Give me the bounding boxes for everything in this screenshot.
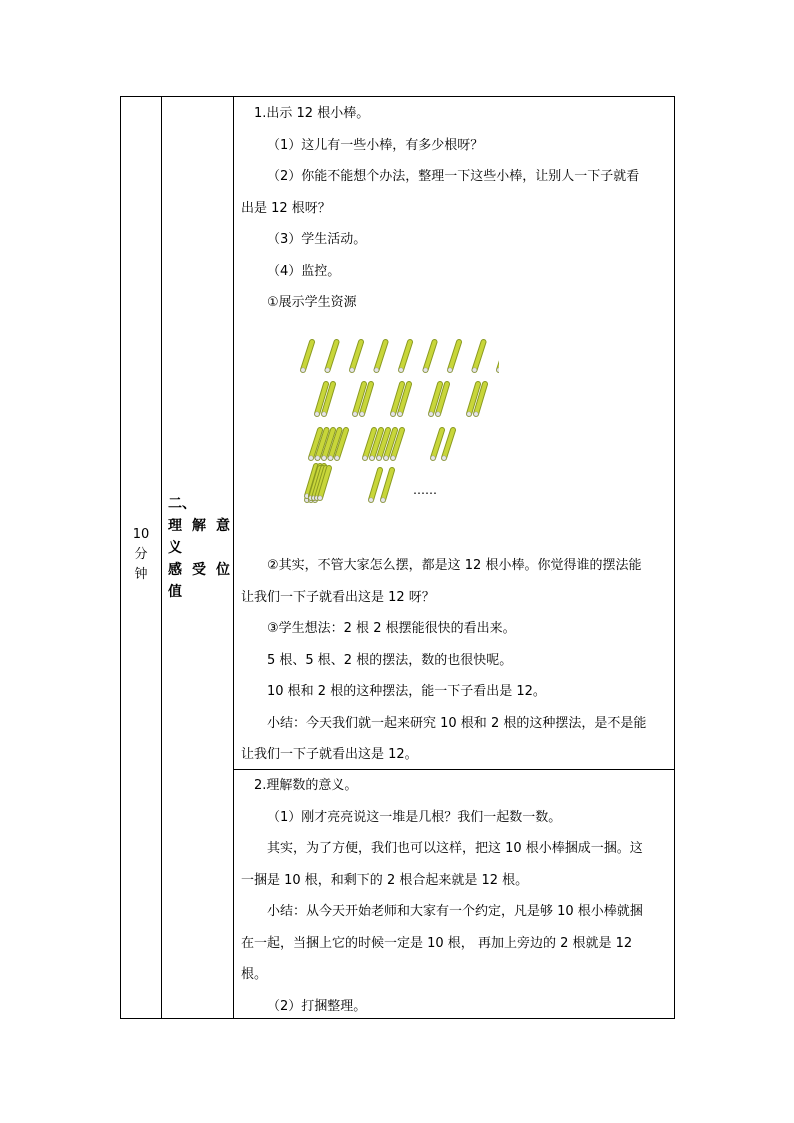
text-line: 10 根和 2 根的这种摆法，能一下子看出是 12。 [267,684,546,699]
stick-tip [374,368,378,372]
text-line: （2）你能不能想个办法，整理一下这些小棒，让别人一下子就看 [267,169,640,184]
stick-tip [318,496,322,500]
section-2 [233,770,674,1022]
stick-tip [322,412,326,416]
stick-row-4 [305,466,392,502]
text-line: 根。 [241,967,268,982]
phase-label-2: 理 解 意 [168,518,230,534]
text-line: （2）打捆整理。 [267,998,367,1014]
text-line: 2.理解数的意义。 [254,778,358,793]
ellipsis-label: …… [413,483,437,497]
stick-tip [474,412,478,416]
stick-tip [472,368,476,372]
stick-body [383,470,392,500]
stick-tip [315,456,319,460]
stick-row-1 [301,342,499,372]
stick-tip [328,456,332,460]
column-divider [161,97,162,1018]
stick-body [371,470,380,500]
time-label: 10 分 钟 [132,527,150,582]
stick-tip [398,412,402,416]
stick-tip [350,368,354,372]
stick-tip [467,412,471,416]
stick-row-2 [315,384,499,416]
text-line: 其实，为了方便，我们也可以这样，把这 10 根小棒捆成一捆。这 [267,841,643,856]
stick-tip [370,456,374,460]
section-1 [233,98,674,319]
text-line: 出是 12 根呀？ [241,200,331,216]
stick-tip [363,456,367,460]
text-line: （3）学生活动。 [267,232,367,247]
stick-tip [431,456,435,460]
stick-tip [381,498,385,502]
stick-tip [322,456,326,460]
stick-tip [399,368,403,372]
text-line: （4）监控。 [267,263,341,279]
stick-tip [436,412,440,416]
text-line: 小结：今天我们就一起来研究 10 根和 2 根的这种摆法，是不是能 [267,715,647,731]
phase-label-3: 义 [168,540,182,556]
sticks-illustration [299,336,499,511]
stick-tip [301,368,305,372]
phase-label-5: 值 [168,584,182,600]
text-line: 5 根、5 根、2 根的摆法，数的也很快呢。 [267,652,513,668]
stick-tip [448,368,452,372]
text-line: （1）这儿有一些小棒，有多少根呀？ [267,137,484,153]
stick-tip [369,498,373,502]
stick-tip [497,368,499,372]
text-line: ②其实，不管大家怎么摆，都是这 12 根小棒。你觉得谁的摆法能 [267,558,642,573]
phase-label-4: 感 受 位 [168,562,230,578]
stick-row-3 [309,430,453,460]
stick-tip [360,412,364,416]
text-line: 让我们一下子就看出这是 12 呀？ [241,589,435,605]
text-line: 让我们一下子就看出这是 12。 [241,747,418,762]
stick-tip [429,412,433,416]
phase-cell [168,493,230,603]
stick-tip [423,368,427,372]
stick-tip [391,412,395,416]
text-line: （1）刚才亮亮说这一堆是几根？我们一起数一数。 [267,809,562,825]
text-line: 一捆是 10 根，和剩下的 2 根合起来就是 12 根。 [241,872,529,888]
text-line: ①展示学生资源 [267,295,357,310]
stick-tip [353,412,357,416]
stick-tip [384,456,388,460]
text-line: 小结：从今天开始老师和大家有一个约定，凡是够 10 根小棒就捆 [267,904,643,919]
stick-tip [377,456,381,460]
text-line: ③学生想法：2 根 2 根摆能很快的看出来。 [267,621,516,636]
stick-tip [309,456,313,460]
lesson-table [120,96,675,1019]
stick-tip [315,412,319,416]
stick-tip [391,456,395,460]
section-1-after [233,550,674,771]
stick-tip [335,456,339,460]
stick-tip [325,368,329,372]
text-line: 1.出示 12 根小棒。 [254,106,370,121]
stick-tip [442,456,446,460]
phase-label-1: 二、 [168,496,196,512]
text-line: 在一起，当捆上它的时候一定是 10 根， 再加上旁边的 2 根就是 12 [241,935,633,951]
time-cell [121,525,161,585]
